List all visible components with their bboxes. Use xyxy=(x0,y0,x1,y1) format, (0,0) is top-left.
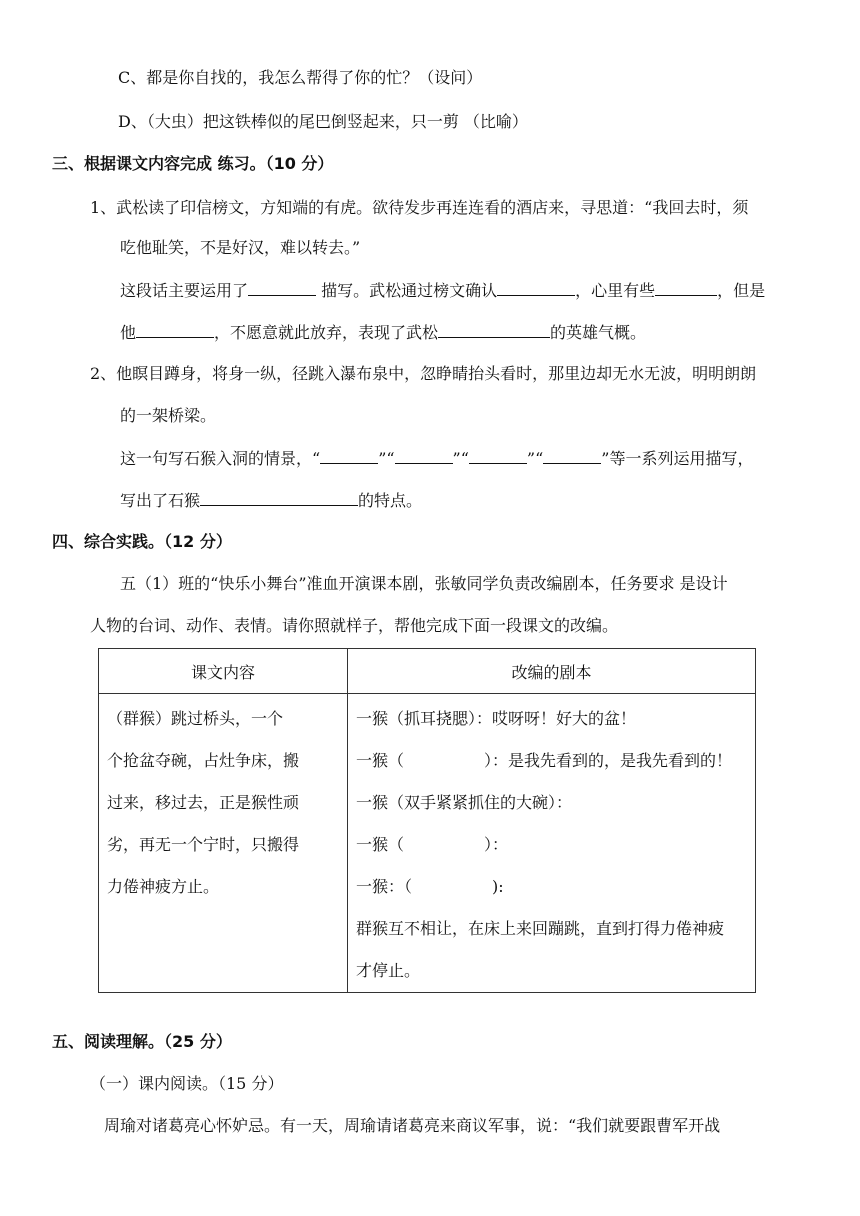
script-line[interactable]: 一猴（ ）： xyxy=(356,835,509,854)
cell-adapted-script[interactable] xyxy=(348,694,756,993)
q2-quote-sep: ”“ xyxy=(378,449,395,468)
q1-fill1-text-a: 这段话主要运用了 xyxy=(120,281,249,300)
q1-fill1-text-c: ，心里有些 xyxy=(575,281,656,300)
blank[interactable] xyxy=(438,321,550,338)
script-line[interactable]: 一猴（ ）：是我先看到的，是我先看到的！ xyxy=(356,751,733,770)
section-4-para-line1: 五（1）班的“快乐小舞台”准血开演课本剧，张敏同学负责改编剧本，任务要求 是设计 xyxy=(120,574,728,593)
section-5-heading: 五、阅读理解。（25 分） xyxy=(52,1032,232,1051)
q2-line1: 2、他瞑目蹲身，将身一纵，径跳入瀑布泉中，忽睁睛抬头看时，那里边却无水无波，明明朗朗 xyxy=(90,364,757,383)
section-3-heading: 三、根据课文内容完成 练习。（10 分） xyxy=(52,154,334,173)
q1-fill1-text-b: 描写。武松通过榜文确认 xyxy=(316,281,498,300)
blank[interactable] xyxy=(200,489,358,506)
text-line: 力倦神疲方止。 xyxy=(107,877,220,896)
header-adapted-script: 改编的剧本 xyxy=(348,649,756,694)
q1-fill2-text-c: 的英雄气概。 xyxy=(550,323,647,342)
blank[interactable] xyxy=(136,321,214,338)
table-row xyxy=(99,694,756,993)
section-5-sub1: （一）课内阅读。（15 分） xyxy=(90,1074,284,1093)
script-line: 才停止。 xyxy=(356,961,421,980)
script-adaptation-table xyxy=(98,648,756,993)
q2-fill2-text-b: 的特点。 xyxy=(358,491,423,510)
blank[interactable] xyxy=(497,279,575,296)
table-header-row xyxy=(99,649,756,694)
q1-line1: 1、武松读了印信榜文，方知端的有虎。欲待发步再连连看的酒店来，寻思道：“我回去时，须 xyxy=(90,198,749,217)
q2-fill-line1 xyxy=(120,447,753,470)
q2-line2: 的一架桥梁。 xyxy=(120,406,217,425)
q2-fill-line2 xyxy=(120,489,422,512)
q1-fill-line1 xyxy=(120,279,765,302)
script-line: 群猴互不相让，在床上来回蹦跳，直到打得力倦神疲 xyxy=(356,919,725,938)
option-d: D、（大虫）把这铁棒似的尾巴倒竖起来，只一剪 （比喻） xyxy=(118,112,528,131)
text-line: 个抢盆夺碗，占灶争床，搬 xyxy=(107,751,300,770)
q2-fill1-text-a: 这一句写石猴入洞的情景，“ xyxy=(120,449,321,468)
blank[interactable] xyxy=(655,279,717,296)
q2-quote-sep: ”“ xyxy=(526,449,544,468)
text-line: 过来，移过去，正是猴性顽 xyxy=(107,793,300,812)
blank[interactable] xyxy=(469,447,527,464)
script-line[interactable]: 一猴：（ ): xyxy=(356,877,504,896)
text-line: （群猴）跳过桥头，一个 xyxy=(107,709,284,728)
header-text-content: 课文内容 xyxy=(99,649,348,694)
q2-quote-sep: ”“ xyxy=(452,449,469,468)
blank[interactable] xyxy=(248,279,316,296)
q2-fill2-text-a: 写出了石猴 xyxy=(120,491,201,510)
q1-fill2-text-a: 他 xyxy=(120,323,137,342)
q1-fill-line2 xyxy=(120,321,646,344)
section-4-para-line2: 人物的台词、动作、表情。请你照就样子，帮他完成下面一段课文的改编。 xyxy=(90,616,619,635)
blank[interactable] xyxy=(543,447,601,464)
option-c: C、都是你自找的，我怎么帮得了你的忙？（设问） xyxy=(118,68,483,87)
script-line: 一猴（双手紧紧抓住的大碗）： xyxy=(356,793,573,812)
q1-line2: 吃他耻笑，不是好汉，难以转去。” xyxy=(120,238,361,257)
q1-fill2-text-b: ，不愿意就此放弃，表现了武松 xyxy=(214,323,439,342)
section-4-heading: 四、综合实践。（12 分） xyxy=(52,532,232,551)
blank[interactable] xyxy=(320,447,378,464)
cell-text-content xyxy=(99,694,348,993)
blank[interactable] xyxy=(395,447,453,464)
section-5-para-line1: 周瑜对诸葛亮心怀妒忌。有一天，周瑜请诸葛亮来商议军事，说：“我们就要跟曹军开战 xyxy=(104,1116,721,1135)
text-line: 劣，再无一个宁时，只搬得 xyxy=(107,835,300,854)
script-line: 一猴（抓耳挠腮）：哎呀呀！好大的盆！ xyxy=(356,709,637,728)
q2-fill1-text-end: ”等一系列运用描写， xyxy=(601,449,754,468)
q1-fill1-text-d: ，但是 xyxy=(717,281,766,300)
